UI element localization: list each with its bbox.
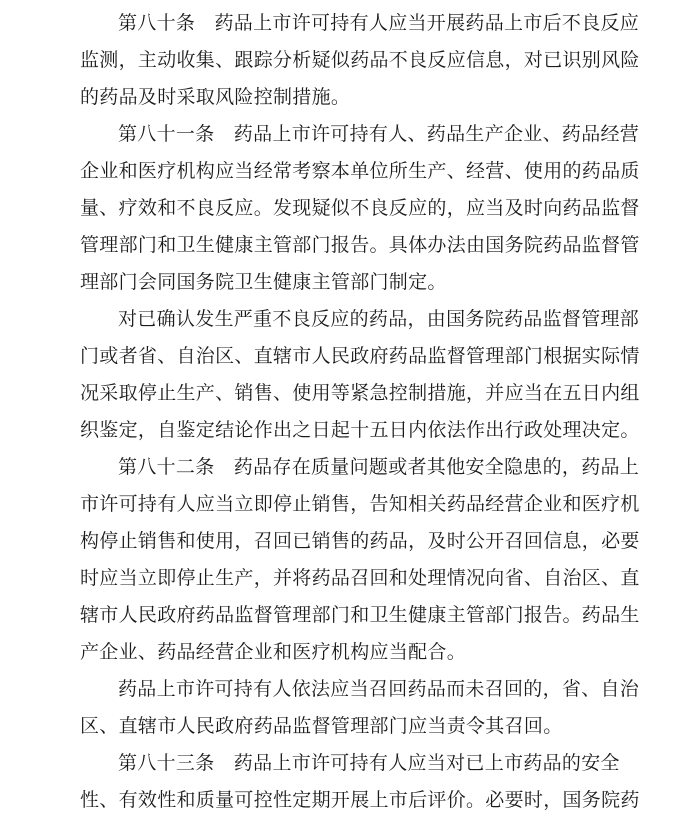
article-82-line-3: 构停止销售和使用，召回已销售的药品，及时公开召回信息，必要 [80, 530, 640, 552]
article-81-para-2-line-2: 门或者省、自治区、直辖市人民政府药品监督管理部门根据实际情 [80, 345, 640, 367]
article-80-line-2: 监测，主动收集、跟踪分析疑似药品不良反应信息，对已识别风险 [80, 49, 640, 71]
article-82-line-2: 市许可持有人应当立即停止销售，告知相关药品经营企业和医疗机 [80, 493, 640, 515]
article-83-line-2: 性、有效性和质量可控性定期开展上市后评价。必要时，国务院药 [80, 789, 640, 811]
article-81-line-1: 第八十一条 药品上市许可持有人、药品生产企业、药品经营 [118, 123, 640, 145]
article-81-line-5: 理部门会同国务院卫生健康主管部门制定。 [80, 271, 447, 293]
article-81-para-2-line-1: 对已确认发生严重不良反应的药品，由国务院药品监督管理部 [118, 308, 640, 330]
article-80-line-3: 的药品及时采取风险控制措施。 [80, 86, 351, 108]
article-82-para-2-line-2: 区、直辖市人民政府药品监督管理部门应当责令其召回。 [80, 715, 563, 737]
article-80-line-1: 第八十条 药品上市许可持有人应当开展药品上市后不良反应 [118, 12, 640, 34]
article-81-line-4: 管理部门和卫生健康主管部门报告。具体办法由国务院药品监督管 [80, 234, 640, 256]
article-82-para-2-line-1: 药品上市许可持有人依法应当召回药品而未召回的，省、自治 [118, 678, 640, 700]
article-82-line-1: 第八十二条 药品存在质量问题或者其他安全隐患的，药品上 [118, 456, 640, 478]
article-81-line-3: 量、疗效和不良反应。发现疑似不良反应的，应当及时向药品监督 [80, 197, 640, 219]
article-83-line-1: 第八十三条 药品上市许可持有人应当对已上市药品的安全 [118, 752, 620, 774]
article-81-line-2: 企业和医疗机构应当经常考察本单位所生产、经营、使用的药品质 [80, 160, 640, 182]
article-82-line-5: 辖市人民政府药品监督管理部门和卫生健康主管部门报告。药品生 [80, 604, 640, 626]
article-81-para-2-line-4: 织鉴定，自鉴定结论作出之日起十五日内依法作出行政处理决定。 [80, 419, 640, 441]
article-82-line-6: 产企业、药品经营企业和医疗机构应当配合。 [80, 641, 467, 663]
article-82-line-4: 时应当立即停止生产，并将药品召回和处理情况向省、自治区、直 [80, 567, 640, 589]
article-81-para-2-line-3: 况采取停止生产、销售、使用等紧急控制措施，并应当在五日内组 [80, 382, 640, 404]
